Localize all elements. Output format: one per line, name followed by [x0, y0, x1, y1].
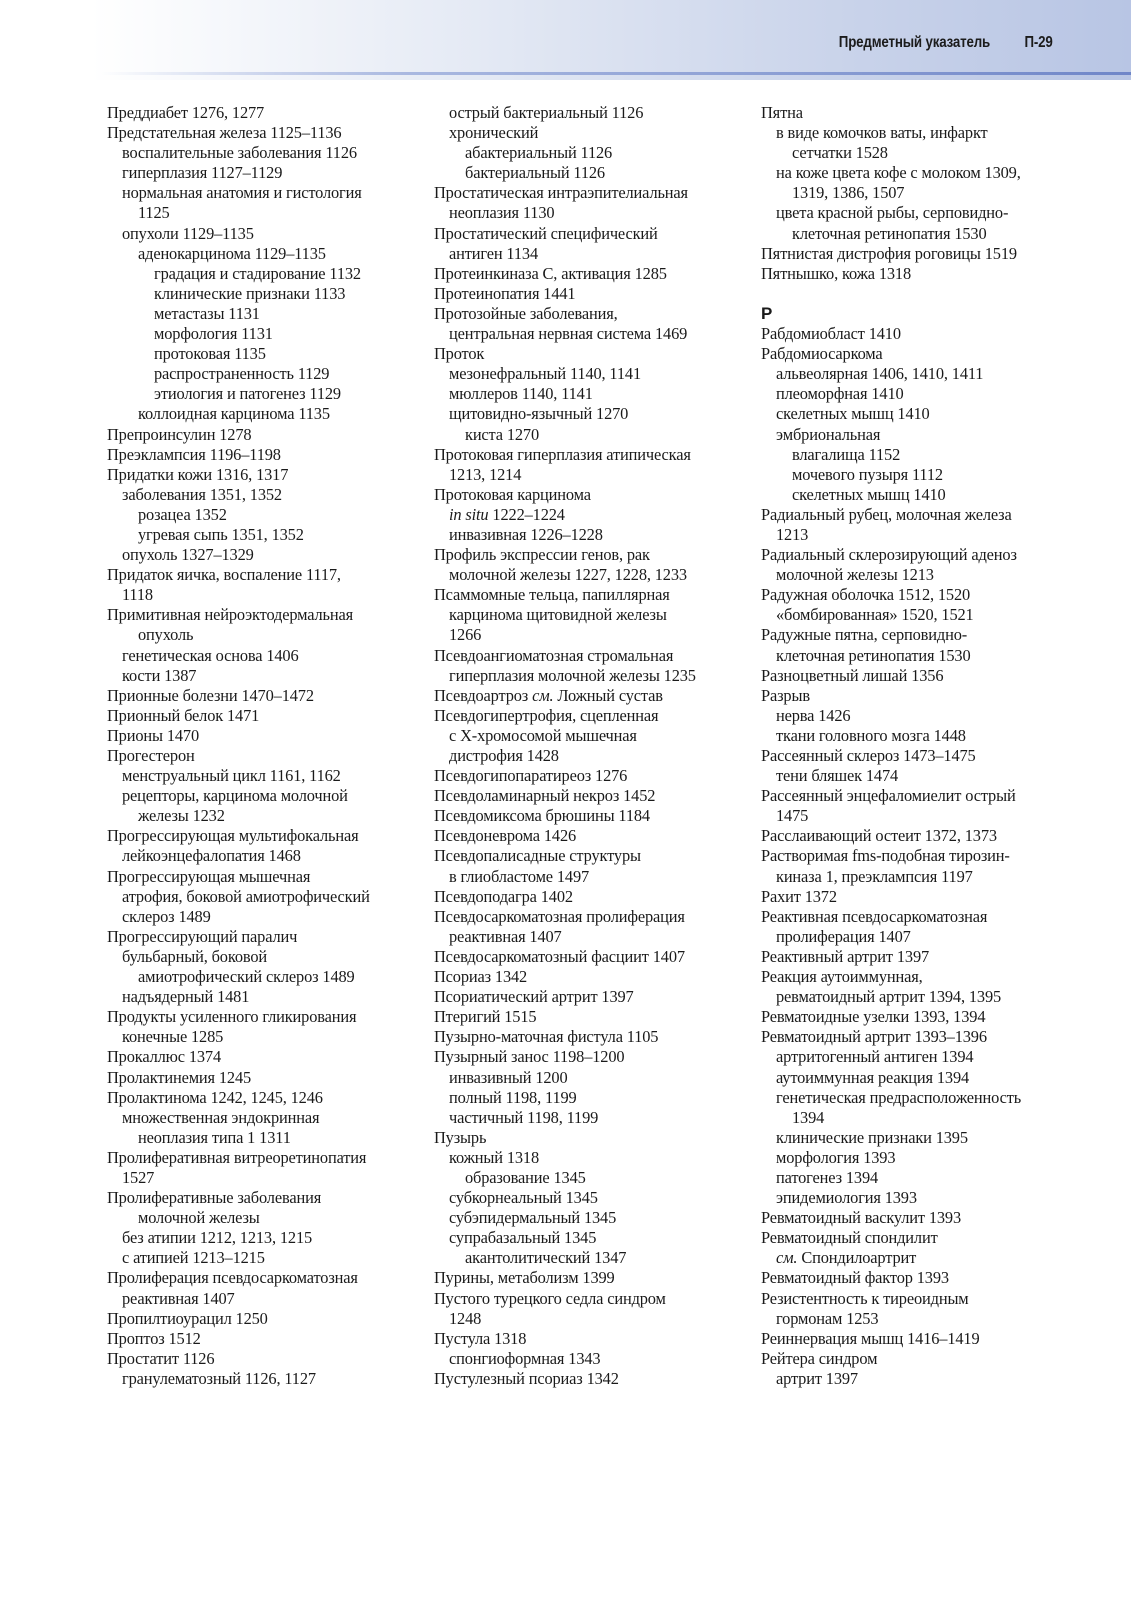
index-subentry: генетическая предрасположенность [776, 1087, 1022, 1107]
index-entry: Протоковая гиперплазия атипическая [434, 444, 691, 464]
index-continuation: лейкоэнцефалопатия 1468 [122, 846, 301, 866]
index-subentry: метастазы 1131 [154, 303, 260, 323]
index-entry: Рассеянный энцефаломиелит острый [761, 786, 1016, 806]
index-continuation: опухоль [138, 625, 194, 645]
index-entry: Прионные болезни 1470–1472 [107, 685, 314, 705]
header-rule [100, 72, 1131, 75]
index-subentry: заболевания 1351, 1352 [122, 484, 282, 504]
index-subentry: полный 1198, 1199 [449, 1087, 577, 1107]
index-subentry: в виде комочков ваты, инфаркт [776, 123, 988, 143]
index-entry: Псевдоламинарный некроз 1452 [434, 786, 656, 806]
index-entry: Протоковая карцинома [434, 484, 591, 504]
index-continuation: 1125 [138, 203, 170, 223]
index-subentry: конечные 1285 [122, 1027, 224, 1047]
index-subentry: кости 1387 [122, 665, 197, 685]
index-entry: Прионы 1470 [107, 725, 200, 745]
index-entry: Ревматоидный фактор 1393 [761, 1268, 949, 1288]
index-subentry: субкорнеальный 1345 [449, 1188, 598, 1208]
index-entry: Резистентность к тиреоидным [761, 1288, 969, 1308]
index-subentry: частичный 1198, 1199 [449, 1107, 599, 1127]
index-subentry: абактериальный 1126 [465, 143, 613, 163]
index-entry: Разрыв [761, 685, 810, 705]
section-gap [761, 284, 1101, 304]
index-continuation: в глиобластоме 1497 [449, 866, 590, 886]
index-entry: Пролактинемия 1245 [107, 1067, 252, 1087]
index-column-1 [107, 103, 427, 1389]
index-entry: Псевдосаркоматозная пролиферация [434, 906, 685, 926]
index-entry: Примитивная нейроэктодермальная [107, 605, 353, 625]
index-subentry: воспалительные заболевания 1126 [122, 143, 357, 163]
index-entry: Псевдоневрома 1426 [434, 826, 577, 846]
index-entry: Рейтера синдром [761, 1348, 878, 1368]
see-reference: см. [776, 1248, 798, 1268]
index-continuation: 1319, 1386, 1507 [792, 183, 905, 203]
index-continuation: 1475 [776, 806, 809, 826]
index-entry: Псориатический артрит 1397 [434, 987, 634, 1007]
see-target: Ложный сустав [553, 685, 663, 705]
index-continuation: неоплазия типа 1 1311 [138, 1127, 291, 1147]
index-entry: Пятнышко, кожа 1318 [761, 263, 912, 283]
index-entry: Рабдомиосаркома [761, 344, 883, 364]
index-entry: Псевдогипертрофия, сцепленная [434, 705, 659, 725]
index-continuation: гиперплазия молочной железы 1235 [449, 665, 696, 685]
index-subentry: эпидемиология 1393 [776, 1188, 917, 1208]
index-subentry: инвазивная 1226–1228 [449, 524, 603, 544]
index-subentry: влагалища 1152 [792, 444, 901, 464]
index-continuation: 1527 [122, 1167, 155, 1187]
index-entry: Ревматоидный спондилит [761, 1228, 938, 1248]
index-subentry: нерва 1426 [776, 705, 851, 725]
index-entry: Пролиферативные заболевания [107, 1188, 322, 1208]
index-subentry: градация и стадирование 1132 [154, 263, 361, 283]
index-entry: Реакция аутоиммунная, [761, 967, 923, 987]
index-entry: Профиль экспрессии генов, рак [434, 545, 650, 565]
index-entry: Псевдопалисадные структуры [434, 846, 641, 866]
index-entry: Радужные пятна, серповидно- [761, 625, 968, 645]
index-entry: Псевдоподагра 1402 [434, 886, 573, 906]
index-entry: Реактивный артрит 1397 [761, 946, 930, 966]
index-subentry: скелетных мышц 1410 [776, 404, 930, 424]
index-continuation: молочной железы 1227, 1228, 1233 [449, 565, 687, 585]
index-subentry: щитовидно-язычный 1270 [449, 404, 629, 424]
index-entry: Прогрессирующая мышечная [107, 866, 311, 886]
index-entry: Пустого турецкого седла синдром [434, 1288, 666, 1308]
index-entry: Преддиабет 1276, 1277 [107, 103, 265, 122]
index-continuation: атрофия, боковой амиотрофический [122, 886, 370, 906]
index-entry: Пролиферация псевдосаркоматозная [107, 1268, 358, 1288]
index-continuation: 1248 [449, 1308, 482, 1328]
index-subentry: клинические признаки 1395 [776, 1127, 968, 1147]
index-entry: Псориаз 1342 [434, 967, 528, 987]
index-continuation: антиген 1134 [449, 243, 539, 263]
index-subentry: скелетных мышц 1410 [792, 484, 946, 504]
index-subentry: морфология 1393 [776, 1147, 896, 1167]
index-subentry: мюллеров 1140, 1141 [449, 384, 593, 404]
index-subentry: плеоморфная 1410 [776, 384, 904, 404]
index-subentry: акантолитический 1347 [465, 1248, 627, 1268]
index-entry: Реиннервация мышц 1416–1419 [761, 1328, 980, 1348]
index-entry: Простатит 1126 [107, 1348, 215, 1368]
index-entry: Протеинопатия 1441 [434, 283, 576, 303]
index-entry: Проптоз 1512 [107, 1328, 201, 1348]
index-entry: Радиальный склерозирующий аденоз [761, 545, 1017, 565]
index-subentry: эмбриональная [776, 424, 881, 444]
index-subentry: ткани головного мозга 1448 [776, 725, 966, 745]
index-entry: Придаток яичка, воспаление 1117, [107, 565, 341, 585]
index-entry: Прогестерон [107, 746, 195, 765]
index-continuation: железы 1232 [138, 806, 225, 826]
index-entry: Псевдомиксома брюшины 1184 [434, 806, 650, 826]
index-subentry: кожный 1318 [449, 1147, 540, 1167]
index-subentry: аденокарцинома 1129–1135 [138, 243, 326, 263]
index-entry: Пропилтиоурацил 1250 [107, 1308, 268, 1328]
index-continuation: сетчатки 1528 [792, 143, 888, 163]
index-entry: Прокаллюс 1374 [107, 1047, 222, 1067]
index-continuation: 1118 [122, 585, 153, 605]
index-subentry: опухоль 1327–1329 [122, 545, 254, 565]
index-entry: Пустулезный псориаз 1342 [434, 1368, 619, 1388]
index-subentry: супрабазальный 1345 [449, 1228, 597, 1248]
index-continuation [761, 1248, 1101, 1268]
index-entry: Псевдоангиоматозная стромальная [434, 645, 674, 665]
index-subentry: инвазивный 1200 [449, 1067, 568, 1087]
index-continuation: гормонам 1253 [776, 1308, 879, 1328]
index-entry: Разноцветный лишай 1356 [761, 665, 944, 685]
index-subentry: альвеолярная 1406, 1410, 1411 [776, 364, 984, 384]
index-entry: Пурины, метаболизм 1399 [434, 1268, 615, 1288]
index-subentry: опухоли 1129–1135 [122, 223, 254, 243]
index-entry: Преэклампсия 1196–1198 [107, 444, 281, 464]
index-continuation: карцинома щитовидной железы [449, 605, 667, 625]
index-subentry: коллоидная карцинома 1135 [138, 404, 330, 424]
see-reference: см. [532, 685, 554, 705]
index-term: Псевдоартроз [434, 685, 533, 705]
index-entry: Пузырный занос 1198–1200 [434, 1047, 625, 1067]
index-subentry: бактериальный 1126 [465, 163, 605, 183]
index-entry: Протеинкиназа C, активация 1285 [434, 263, 667, 283]
index-continuation: с X-хромосомой мышечная [449, 725, 637, 745]
index-entry: Радиальный рубец, молочная железа [761, 504, 1012, 524]
index-subentry: острый бактериальный 1126 [449, 103, 644, 122]
see-target: Спондилоартрит [797, 1248, 917, 1268]
index-entry: Птеригий 1515 [434, 1007, 537, 1027]
index-continuation: склероз 1489 [122, 906, 211, 926]
section-title: Предметный указатель [839, 34, 991, 51]
index-entry: Прионный белок 1471 [107, 705, 260, 725]
index-subentry: рецепторы, карцинома молочной [122, 786, 348, 806]
index-continuation: неоплазия 1130 [449, 203, 555, 223]
index-entry: Протозойные заболевания, [434, 303, 618, 323]
index-entry: Расслаивающий остеит 1372, 1373 [761, 826, 997, 846]
index-entry: Реактивная псевдосаркоматозная [761, 906, 988, 926]
index-subentry: хронический [449, 123, 539, 143]
index-subentry: артритогенный антиген 1394 [776, 1047, 974, 1067]
index-column-2 [434, 103, 754, 1389]
index-continuation: 1394 [792, 1107, 825, 1127]
index-continuation: реактивная 1407 [449, 926, 562, 946]
index-entry: Рабдомиобласт 1410 [761, 324, 901, 344]
index-subentry: надъядерный 1481 [122, 987, 250, 1007]
index-subentry: множественная эндокринная [122, 1107, 320, 1127]
index-subentry: мочевого пузыря 1112 [792, 464, 943, 484]
index-subentry: киста 1270 [465, 424, 540, 444]
index-continuation: 1213 [776, 524, 809, 544]
index-italic-term: in situ [449, 504, 489, 524]
index-entry: Растворимая fms-подобная тирозин- [761, 846, 1010, 866]
index-subentry: с атипией 1213–1215 [122, 1248, 265, 1268]
running-head [839, 34, 1053, 52]
index-continuation: молочной железы 1213 [776, 565, 934, 585]
index-subentry: розацеа 1352 [138, 504, 227, 524]
index-subentry: бульбарный, боковой [122, 946, 268, 966]
index-continuation: ревматоидный артрит 1394, 1395 [776, 987, 1002, 1007]
index-entry: Радужная оболочка 1512, 1520 [761, 585, 971, 605]
index-subentry: протоковая 1135 [154, 344, 266, 364]
index-subentry: этиология и патогенез 1129 [154, 384, 341, 404]
index-subentry: гранулематозный 1126, 1127 [122, 1368, 316, 1388]
index-subentry: спонгиоформная 1343 [449, 1348, 601, 1368]
index-subentry: менструальный цикл 1161, 1162 [122, 766, 341, 786]
index-subentry: без атипии 1212, 1213, 1215 [122, 1228, 313, 1248]
index-continuation: центральная нервная система 1469 [449, 324, 688, 344]
index-entry: Ревматоидный артрит 1393–1396 [761, 1027, 987, 1047]
index-entry: Простатический специфический [434, 223, 658, 243]
index-continuation: 1213, 1214 [449, 464, 522, 484]
index-entry: Простатическая интраэпителиальная [434, 183, 688, 203]
index-entry: Придатки кожи 1316, 1317 [107, 464, 289, 484]
index-subentry: генетическая основа 1406 [122, 645, 299, 665]
index-subentry: мезонефральный 1140, 1141 [449, 364, 642, 384]
index-entry: Псевдосаркоматозный фасциит 1407 [434, 946, 685, 966]
index-entry: Пузырь [434, 1127, 487, 1147]
index-subentry: тени бляшек 1474 [776, 766, 899, 786]
index-continuation: пролиферация 1407 [776, 926, 911, 946]
index-continuation: клеточная ретинопатия 1530 [776, 645, 971, 665]
index-subentry: угревая сыпь 1351, 1352 [138, 524, 304, 544]
index-entry: Рахит 1372 [761, 886, 837, 906]
index-continuation: молочной железы [138, 1208, 260, 1228]
index-subentry: морфология 1131 [154, 324, 273, 344]
index-entry: Пролиферативная витреоретинопатия [107, 1147, 367, 1167]
index-entry: Пустула 1318 [434, 1328, 527, 1348]
index-continuation: клеточная ретинопатия 1530 [792, 223, 987, 243]
index-entry: Ревматоидный васкулит 1393 [761, 1208, 962, 1228]
index-continuation: дистрофия 1428 [449, 746, 559, 765]
index-entry: Рассеянный склероз 1473–1475 [761, 746, 976, 765]
index-subentry: артрит 1397 [776, 1368, 858, 1388]
index-entry: Прогрессирующая мультифокальная [107, 826, 359, 846]
index-entry: Проток [434, 344, 485, 364]
section-letter: Р [761, 303, 773, 323]
index-entry: Пролактинома 1242, 1245, 1246 [107, 1087, 323, 1107]
index-entry: Псевдогипопаратиреоз 1276 [434, 766, 628, 786]
index-subentry: на коже цвета кофе с молоком 1309, [776, 163, 1021, 183]
index-subentry: цвета красной рыбы, серповидно- [776, 203, 1009, 223]
index-subentry [434, 505, 754, 525]
index-entry: Препроинсулин 1278 [107, 424, 252, 444]
index-subentry: «бомбированная» 1520, 1521 [776, 605, 974, 625]
index-subentry: клинические признаки 1133 [154, 283, 346, 303]
index-entry: Пятнистая дистрофия роговицы 1519 [761, 243, 1017, 263]
index-continuation: киназа 1, преэклампсия 1197 [776, 866, 973, 886]
index-entry: Прогрессирующий паралич [107, 926, 298, 946]
index-column-3 [761, 103, 1101, 1389]
index-entry [434, 686, 754, 706]
page-number: П-29 [1024, 34, 1053, 51]
index-continuation: 1266 [449, 625, 482, 645]
index-subentry: патогенез 1394 [776, 1167, 879, 1187]
index-entry: Ревматоидные узелки 1393, 1394 [761, 1007, 986, 1027]
index-pages: 1222–1224 [488, 504, 565, 524]
index-continuation: реактивная 1407 [122, 1288, 235, 1308]
index-subentry: нормальная анатомия и гистология [122, 183, 362, 203]
index-entry: Псаммомные тельца, папиллярная [434, 585, 670, 605]
index-subentry: распространенность 1129 [154, 364, 330, 384]
index-continuation: амиотрофический склероз 1489 [138, 967, 355, 987]
index-entry: Пятна [761, 103, 803, 122]
index-entry: Продукты усиленного гликирования [107, 1007, 357, 1027]
index-subentry: гиперплазия 1127–1129 [122, 163, 283, 183]
index-subentry: аутоиммунная реакция 1394 [776, 1067, 970, 1087]
index-entry: Пузырно-маточная фистула 1105 [434, 1027, 659, 1047]
index-subentry: образование 1345 [465, 1167, 586, 1187]
index-entry: Предстательная железа 1125–1136 [107, 123, 342, 143]
index-subentry: субэпидермальный 1345 [449, 1208, 617, 1228]
